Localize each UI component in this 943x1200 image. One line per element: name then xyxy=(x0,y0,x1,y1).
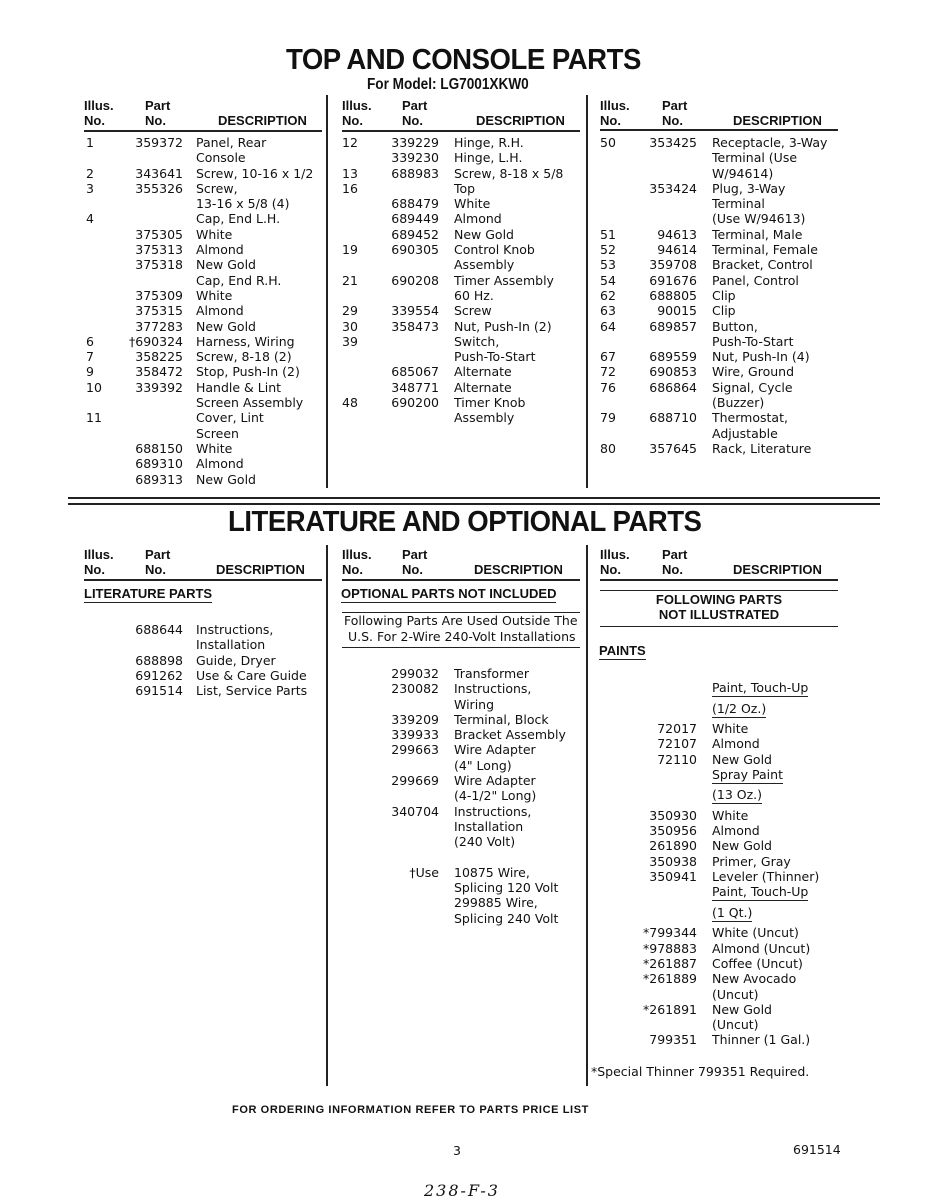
ordering-info: FOR ORDERING INFORMATION REFER TO PARTS PRICE LIST xyxy=(232,1104,589,1116)
part-number: 375313 xyxy=(135,242,183,258)
part-description: Alternate xyxy=(454,379,512,395)
top-section-title: TOP AND CONSOLE PARTS xyxy=(286,44,641,76)
illus-number: 80 xyxy=(600,440,616,456)
model-subtitle: For Model: LG7001XKW0 xyxy=(367,76,529,93)
part-description: (Use W/94613) xyxy=(712,211,806,227)
part-number: 339229 xyxy=(391,135,439,150)
part-description: Control Knob xyxy=(454,242,535,258)
part-description: New Gold xyxy=(196,471,256,487)
header-description: DESCRIPTION xyxy=(216,562,305,577)
header-illus-no: No. xyxy=(342,113,363,128)
part-description: Button, xyxy=(712,318,758,334)
column-divider xyxy=(586,95,588,488)
not-illustrated-heading: NOT ILLUSTRATED xyxy=(658,607,780,622)
part-number: 357645 xyxy=(649,440,697,456)
part-description: Timer Knob xyxy=(454,395,526,411)
illus-number: 39 xyxy=(342,333,358,349)
part-description: Coffee (Uncut) xyxy=(712,955,803,971)
part-description: (Uncut) xyxy=(712,986,759,1002)
part-number: 688805 xyxy=(649,287,697,303)
part-description: Terminal, Block xyxy=(454,711,549,727)
illus-number: 52 xyxy=(600,242,616,258)
part-description: Almond xyxy=(196,456,244,472)
part-number: 358225 xyxy=(135,349,183,365)
part-description: (Uncut) xyxy=(712,1017,759,1033)
part-description: Panel, Rear xyxy=(196,135,267,150)
header-illus: Illus. xyxy=(84,547,114,562)
part-number: 690208 xyxy=(391,272,439,288)
part-number: 688710 xyxy=(649,410,697,426)
part-description: (Buzzer) xyxy=(712,395,765,411)
part-number: 359708 xyxy=(649,257,697,273)
part-description: Almond xyxy=(454,211,502,227)
note-rule xyxy=(600,626,838,627)
part-description: Leveler (Thinner) xyxy=(712,869,820,885)
part-description: Cap, End R.H. xyxy=(196,272,282,288)
header-illus: Illus. xyxy=(600,547,630,562)
header-rule xyxy=(342,130,580,132)
top-column-headers xyxy=(0,98,943,130)
header-description: DESCRIPTION xyxy=(733,113,822,128)
part-description: Clip xyxy=(712,287,736,303)
part-description: Terminal xyxy=(712,196,765,212)
part-description: Guide, Dryer xyxy=(196,652,276,668)
part-number: 359372 xyxy=(135,135,183,150)
illus-number: 19 xyxy=(342,242,358,258)
part-description: White (Uncut) xyxy=(712,925,799,941)
optional-parts-heading: OPTIONAL PARTS NOT INCLUDED xyxy=(341,586,557,601)
part-number: 355326 xyxy=(135,180,183,196)
part-number: 691676 xyxy=(649,272,697,288)
header-description: DESCRIPTION xyxy=(218,113,307,128)
illus-number: 29 xyxy=(342,303,358,319)
part-number: 72110 xyxy=(657,751,697,767)
header-illus-no: No. xyxy=(84,562,105,577)
part-number: 685067 xyxy=(391,364,439,380)
illus-number: 53 xyxy=(600,257,616,273)
part-number: *799344 xyxy=(643,925,697,941)
part-number: 350930 xyxy=(649,807,697,823)
part-description: Assembly xyxy=(454,257,515,273)
part-description: 13-16 x 5/8 (4) xyxy=(196,196,290,212)
part-description: Assembly xyxy=(454,410,515,426)
part-number: 686864 xyxy=(649,379,697,395)
part-description: White xyxy=(454,196,491,212)
illus-number: 50 xyxy=(600,135,616,150)
part-description: Harness, Wiring xyxy=(196,333,295,349)
part-description: Rack, Literature xyxy=(712,440,812,456)
part-number: *261889 xyxy=(643,971,697,987)
part-description: Switch, xyxy=(454,333,500,349)
document-number: 691514 xyxy=(793,1142,841,1157)
part-number: 375305 xyxy=(135,226,183,242)
part-description: Nut, Push-In (4) xyxy=(712,349,810,365)
column-divider xyxy=(326,545,328,1086)
part-description: Console xyxy=(196,150,246,166)
part-number: 688983 xyxy=(391,165,439,181)
part-description: Bracket Assembly xyxy=(454,727,566,743)
part-number: 350956 xyxy=(649,823,697,839)
part-description: New Gold xyxy=(712,838,772,854)
header-part: Part xyxy=(145,98,171,113)
bottom-section-title: LITERATURE AND OPTIONAL PARTS xyxy=(228,506,702,538)
part-description: W/94614) xyxy=(712,165,774,181)
literature-parts-heading: LITERATURE PARTS xyxy=(84,586,213,601)
illus-number: 76 xyxy=(600,379,616,395)
part-number: 72107 xyxy=(657,736,697,752)
part-description: White xyxy=(712,807,749,823)
part-description: New Gold xyxy=(712,751,772,767)
illus-number: 10 xyxy=(86,379,102,395)
header-description: DESCRIPTION xyxy=(733,562,822,577)
header-part-no: No. xyxy=(145,562,166,577)
note-rule xyxy=(342,647,580,648)
part-description: Installation xyxy=(454,818,524,834)
part-description: Instructions, xyxy=(196,622,274,637)
illus-number: 4 xyxy=(86,211,94,227)
illus-number: 1 xyxy=(86,135,94,150)
part-description: Wiring xyxy=(454,696,495,712)
illus-number: 48 xyxy=(342,395,358,411)
part-description: Timer Assembly xyxy=(454,272,554,288)
following-parts-heading: FOLLOWING PARTS xyxy=(655,592,783,607)
part-number: 353425 xyxy=(649,135,697,150)
illus-number: 9 xyxy=(86,364,94,380)
header-part-no: No. xyxy=(402,562,423,577)
illus-number: 64 xyxy=(600,318,616,334)
header-part: Part xyxy=(145,547,171,562)
page-number: 3 xyxy=(453,1143,461,1158)
part-description: Alternate xyxy=(454,364,512,380)
part-number: 689310 xyxy=(135,456,183,472)
part-description: Thinner (1 Gal.) xyxy=(712,1032,811,1048)
part-number: 690305 xyxy=(391,242,439,258)
header-part: Part xyxy=(662,98,688,113)
part-description: Wire Adapter xyxy=(454,742,536,758)
part-number: 375318 xyxy=(135,257,183,273)
header-part-no: No. xyxy=(662,113,683,128)
part-number: 689559 xyxy=(649,349,697,365)
part-description: Installation xyxy=(196,637,266,653)
part-number: 90015 xyxy=(657,303,697,319)
part-description: Almond xyxy=(196,303,244,319)
header-illus-no: No. xyxy=(84,113,105,128)
part-number: *261887 xyxy=(643,955,697,971)
part-description: New Gold xyxy=(712,1001,772,1017)
column-divider xyxy=(586,545,588,1086)
part-description: Screw, 10-16 x 1/2 xyxy=(196,165,314,181)
part-description: Almond xyxy=(196,242,244,258)
part-description: Almond xyxy=(712,736,760,752)
paints-heading: PAINTS xyxy=(599,643,646,658)
note-rule xyxy=(600,590,838,591)
part-description: (4-1/2" Long) xyxy=(454,788,537,804)
header-illus: Illus. xyxy=(84,98,114,113)
part-description: (1/2 Oz.) xyxy=(712,700,767,716)
illus-number: 51 xyxy=(600,226,616,242)
illus-number: 6 xyxy=(86,333,94,349)
part-number: *261891 xyxy=(643,1001,697,1017)
part-description: Splicing 240 Volt xyxy=(454,910,559,926)
part-number: †690324 xyxy=(129,333,183,349)
illus-number: 30 xyxy=(342,318,358,334)
part-description: Terminal, Female xyxy=(712,242,818,258)
part-description: Paint, Touch-Up xyxy=(712,884,809,900)
bottom-column-headers xyxy=(0,547,943,579)
part-description: White xyxy=(712,721,749,736)
illus-number: 63 xyxy=(600,303,616,319)
part-number: 339230 xyxy=(391,150,439,166)
part-number: 691514 xyxy=(135,683,183,699)
part-description: Instructions, xyxy=(454,681,532,697)
part-number: 343641 xyxy=(135,165,183,181)
part-description: Paint, Touch-Up xyxy=(712,680,809,695)
part-description: Primer, Gray xyxy=(712,853,791,869)
illus-number: 12 xyxy=(342,135,358,150)
part-description: Screen xyxy=(196,425,239,441)
part-number: 799351 xyxy=(649,1032,697,1048)
part-description: Stop, Push-In (2) xyxy=(196,364,300,380)
part-description: Terminal, Male xyxy=(712,226,803,242)
part-number: †Use xyxy=(409,864,439,880)
part-number: 72017 xyxy=(657,721,697,736)
section-rule xyxy=(68,503,880,505)
part-number: 339392 xyxy=(135,379,183,395)
part-description: Screw, xyxy=(196,180,238,196)
part-description: Screw, 8-18 x 5/8 xyxy=(454,165,564,181)
part-description: Thermostat, xyxy=(712,410,788,426)
part-description: New Avocado xyxy=(712,971,797,987)
illus-number: 79 xyxy=(600,410,616,426)
part-number: 350938 xyxy=(649,853,697,869)
part-description: Use & Care Guide xyxy=(196,667,307,683)
part-number: 348771 xyxy=(391,379,439,395)
part-number: 689313 xyxy=(135,471,183,487)
header-rule xyxy=(600,129,838,131)
illus-number: 11 xyxy=(86,410,102,426)
optional-note-line-1: Following Parts Are Used Outside The xyxy=(344,613,578,628)
part-description: Nut, Push-In (2) xyxy=(454,318,552,334)
part-description: Screw, 8-18 (2) xyxy=(196,349,292,365)
header-illus-no: No. xyxy=(600,562,621,577)
header-part: Part xyxy=(662,547,688,562)
header-rule xyxy=(84,579,322,581)
part-description: 60 Hz. xyxy=(454,287,494,303)
part-number: 340704 xyxy=(391,803,439,819)
part-number: 690200 xyxy=(391,395,439,411)
part-number: 299669 xyxy=(391,773,439,789)
part-description: Plug, 3-Way xyxy=(712,180,786,196)
part-description: Wire, Ground xyxy=(712,364,795,380)
part-number: 299032 xyxy=(391,666,439,681)
part-description: (240 Volt) xyxy=(454,834,516,850)
header-illus-no: No. xyxy=(342,562,363,577)
part-description: (1 Qt.) xyxy=(712,904,753,920)
part-number: 688479 xyxy=(391,196,439,212)
part-description: Push-To-Start xyxy=(454,349,536,365)
part-number: 339209 xyxy=(391,711,439,727)
part-description: (4" Long) xyxy=(454,757,512,773)
part-number: 350941 xyxy=(649,869,697,885)
header-description: DESCRIPTION xyxy=(476,113,565,128)
part-description: Adjustable xyxy=(712,425,778,441)
part-description: Screw xyxy=(454,303,492,319)
header-illus: Illus. xyxy=(600,98,630,113)
part-number: 261890 xyxy=(649,838,697,854)
part-description: Hinge, L.H. xyxy=(454,150,523,166)
part-description: Receptacle, 3-Way xyxy=(712,135,828,150)
part-description: Terminal (Use xyxy=(712,150,798,166)
header-rule xyxy=(84,130,322,132)
part-description: Spray Paint xyxy=(712,766,783,782)
header-rule xyxy=(600,579,838,581)
header-description: DESCRIPTION xyxy=(474,562,563,577)
part-description: List, Service Parts xyxy=(196,683,308,699)
illus-number: 7 xyxy=(86,349,94,365)
part-number: 688644 xyxy=(135,622,183,637)
illus-number: 67 xyxy=(600,349,616,365)
header-part-no: No. xyxy=(662,562,683,577)
header-part: Part xyxy=(402,98,428,113)
part-description: Handle & Lint xyxy=(196,379,282,395)
header-rule xyxy=(342,579,580,581)
header-part-no: No. xyxy=(145,113,166,128)
part-number: 688150 xyxy=(135,440,183,456)
part-number: 230082 xyxy=(391,681,439,697)
part-number: 690853 xyxy=(649,364,697,380)
illus-number: 21 xyxy=(342,272,358,288)
part-number: 353424 xyxy=(649,180,697,196)
part-description: New Gold xyxy=(196,257,256,273)
part-number: 377283 xyxy=(135,318,183,334)
part-number: 358473 xyxy=(391,318,439,334)
part-number: 375309 xyxy=(135,287,183,303)
part-description: (13 Oz.) xyxy=(712,787,763,803)
part-description: Top xyxy=(454,180,476,196)
header-illus: Illus. xyxy=(342,547,372,562)
part-number: 94613 xyxy=(657,226,697,242)
part-description: Panel, Control xyxy=(712,272,799,288)
part-description: Transformer xyxy=(454,666,530,681)
part-description: Wire Adapter xyxy=(454,773,536,789)
header-part: Part xyxy=(402,547,428,562)
part-number: 688898 xyxy=(135,652,183,668)
part-description: White xyxy=(196,287,233,303)
header-part-no: No. xyxy=(402,113,423,128)
part-description: White xyxy=(196,226,233,242)
illus-number: 16 xyxy=(342,180,358,196)
handwritten-note: 238-F-3 xyxy=(424,1181,500,1200)
column-divider xyxy=(326,95,328,488)
part-description: Hinge, R.H. xyxy=(454,135,524,150)
part-number: 689857 xyxy=(649,318,697,334)
section-rule xyxy=(68,497,880,499)
part-description: Signal, Cycle xyxy=(712,379,793,395)
illus-number: 13 xyxy=(342,165,358,181)
part-description: Push-To-Start xyxy=(712,333,794,349)
illus-number: 72 xyxy=(600,364,616,380)
part-description: 299885 Wire, xyxy=(454,895,538,911)
part-number: 358472 xyxy=(135,364,183,380)
header-illus: Illus. xyxy=(342,98,372,113)
part-description: Bracket, Control xyxy=(712,257,813,273)
part-description: Instructions, xyxy=(454,803,532,819)
part-number: 299663 xyxy=(391,742,439,758)
part-description: New Gold xyxy=(454,226,514,242)
illus-number: 62 xyxy=(600,287,616,303)
part-number: 339554 xyxy=(391,303,439,319)
part-number: 689449 xyxy=(391,211,439,227)
optional-note-line-2: U.S. For 2-Wire 240-Volt Installations xyxy=(348,629,576,644)
paint-footnote: *Special Thinner 799351 Required. xyxy=(591,1064,810,1079)
part-number: 691262 xyxy=(135,667,183,683)
part-description: White xyxy=(196,440,233,456)
part-description: Screen Assembly xyxy=(196,395,304,411)
part-description: 10875 Wire, xyxy=(454,864,530,880)
part-description: New Gold xyxy=(196,318,256,334)
part-number: 689452 xyxy=(391,226,439,242)
part-number: *978883 xyxy=(643,940,697,956)
part-number: 375315 xyxy=(135,303,183,319)
header-illus-no: No. xyxy=(600,113,621,128)
part-description: Splicing 120 Volt xyxy=(454,880,559,896)
part-description: Cover, Lint xyxy=(196,410,264,426)
part-description: Almond xyxy=(712,823,760,839)
illus-number: 3 xyxy=(86,180,94,196)
illus-number: 2 xyxy=(86,165,94,181)
part-number: 94614 xyxy=(657,242,697,258)
part-description: Almond (Uncut) xyxy=(712,940,811,956)
part-description: Cap, End L.H. xyxy=(196,211,281,227)
part-number: 339933 xyxy=(391,727,439,743)
illus-number: 54 xyxy=(600,272,616,288)
part-description: Clip xyxy=(712,303,736,319)
